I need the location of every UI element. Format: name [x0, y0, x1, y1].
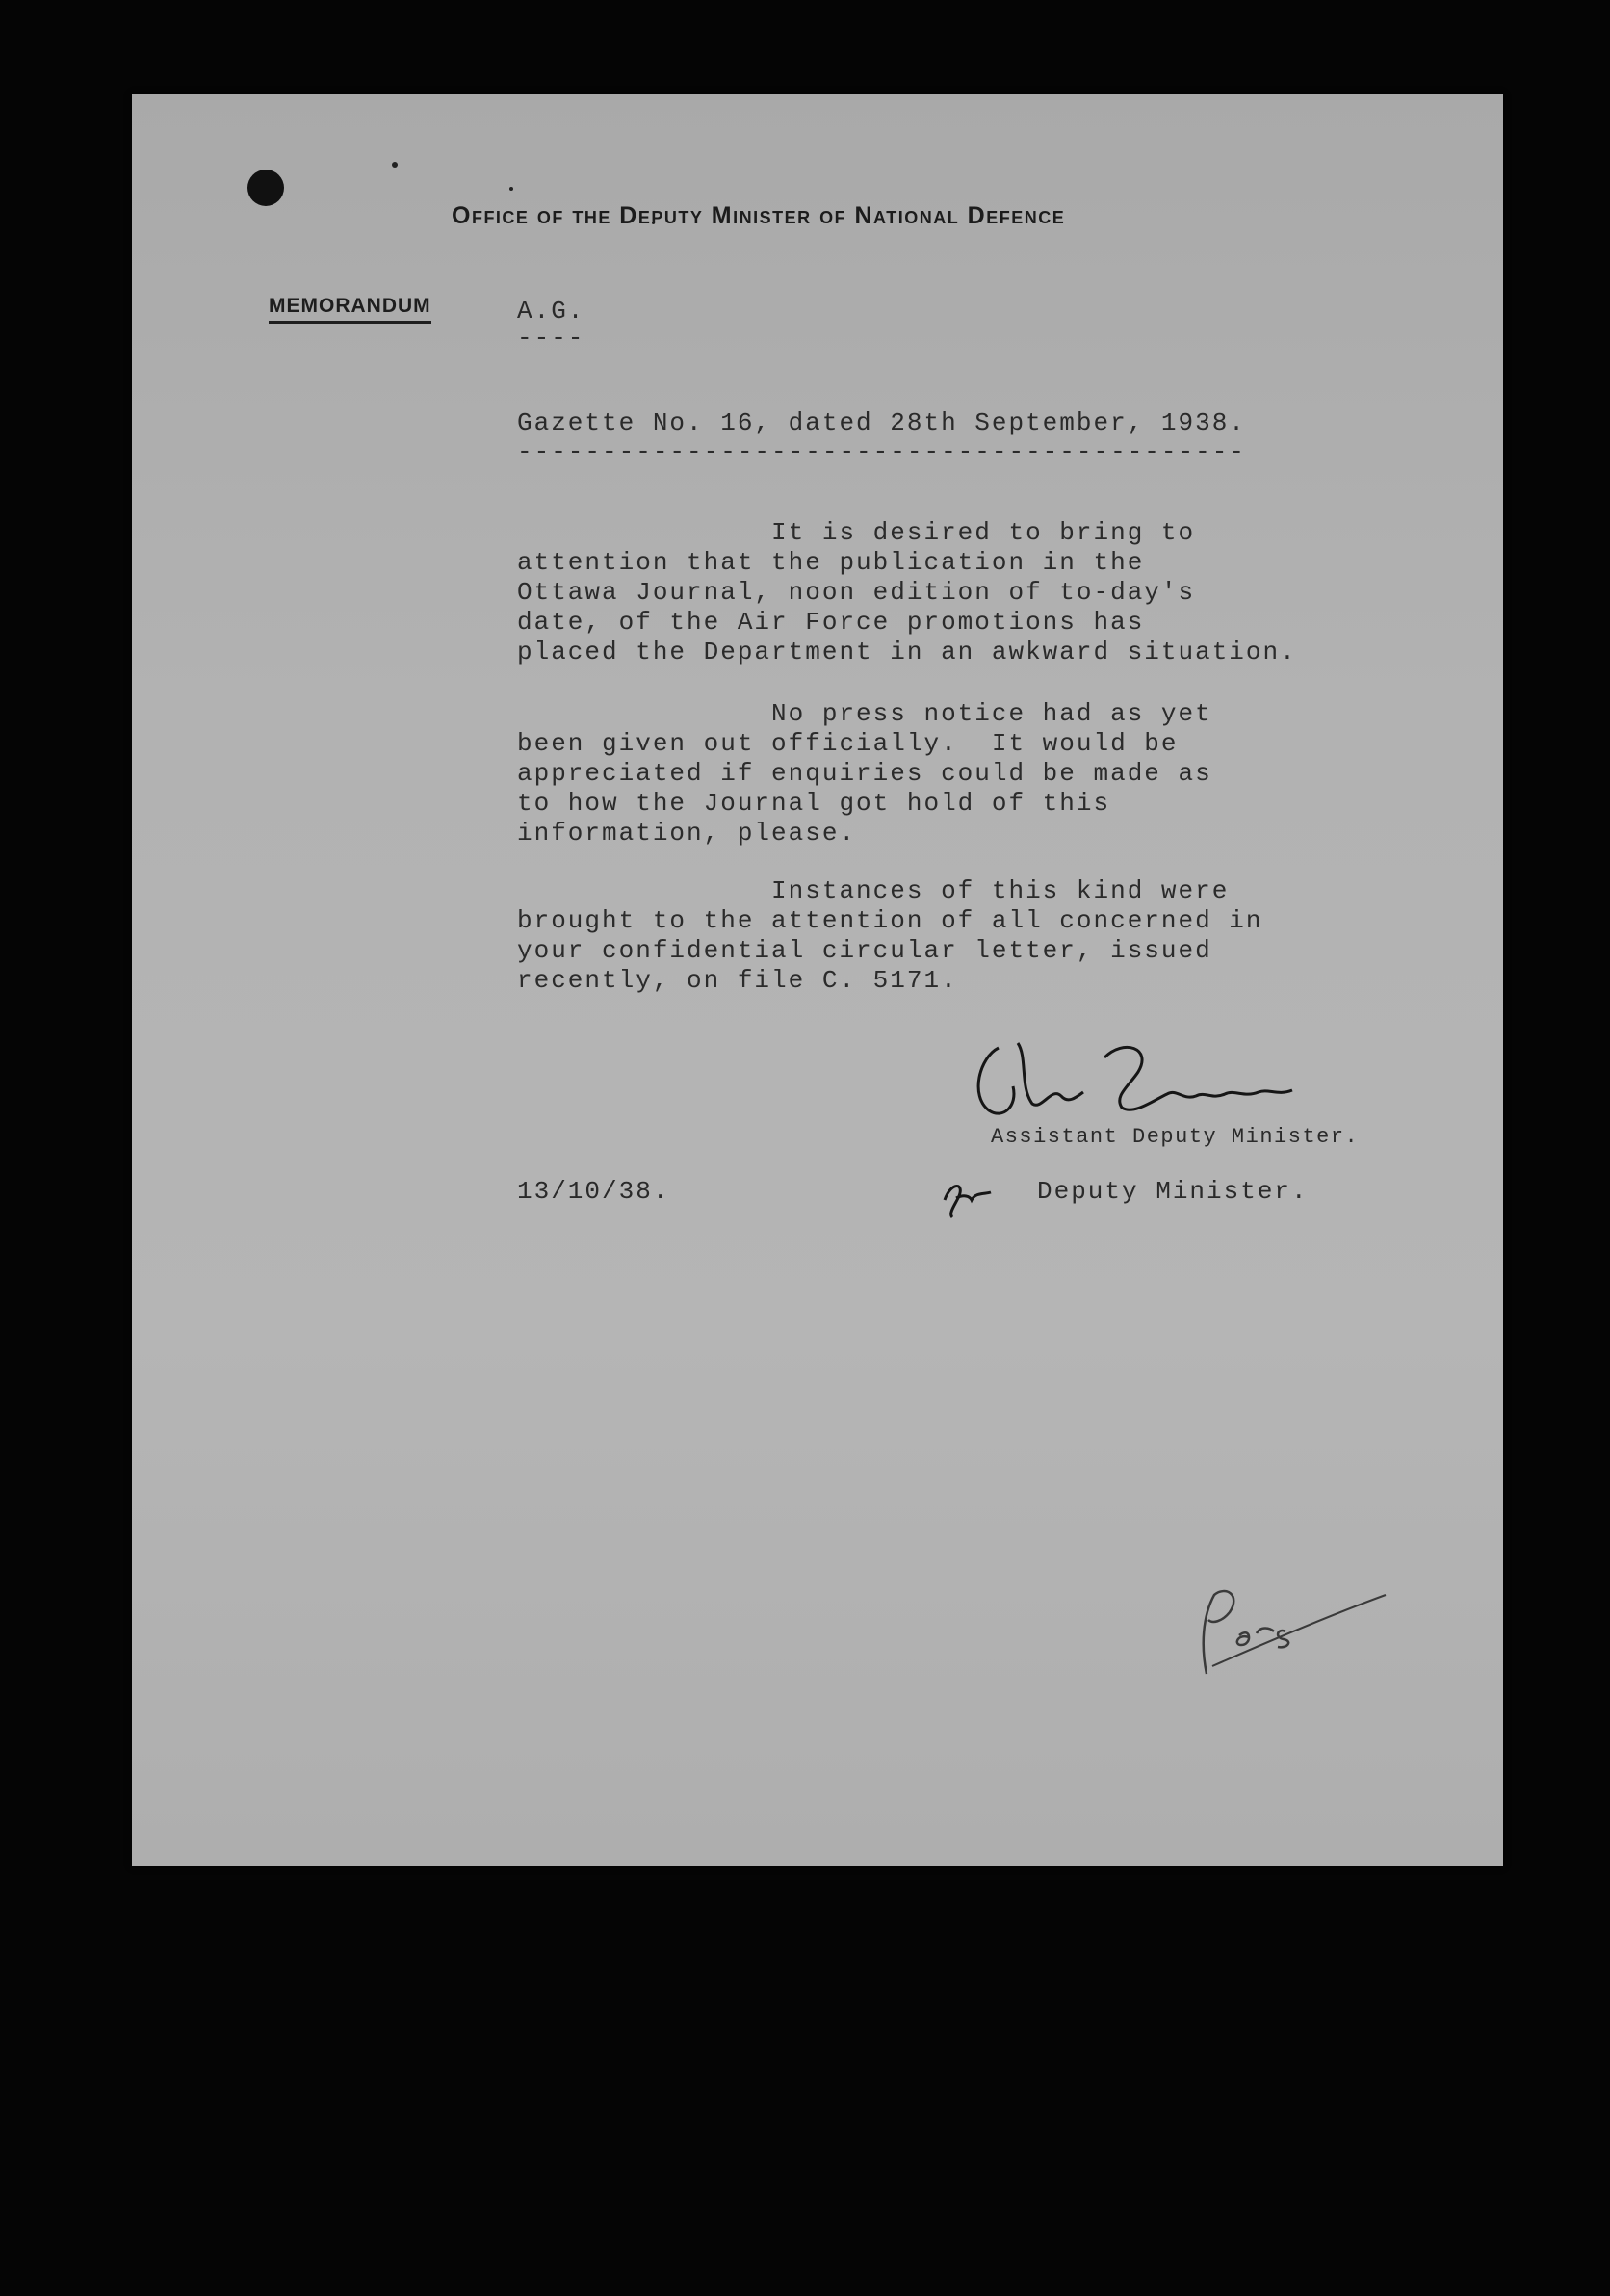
signature-title: Assistant Deputy Minister. — [991, 1125, 1360, 1149]
document-page — [132, 94, 1503, 1866]
paragraph-1: It is desired to bring to attention that the publication in the Ottawa Journal, noon edition of to-day's date, of the Air Force promotions has placed the Department in an awkward situation. — [517, 518, 1297, 666]
subject-line: Gazette No. 16, dated 28th September, 1938. — [517, 408, 1246, 437]
paragraph-3: Instances of this kind were brought to the attention of all concerned in your confidential circular letter, issued recently, on file C. 5171. — [517, 876, 1263, 995]
handwritten-signature — [960, 1019, 1326, 1125]
letterhead: Office of the Deputy Minister of National Defence — [452, 202, 1066, 229]
memo-date: 13/10/38. — [517, 1177, 670, 1206]
punch-hole-mark — [247, 170, 284, 206]
memorandum-label: MEMORANDUM — [269, 295, 431, 324]
handwritten-note-pers — [1193, 1578, 1395, 1683]
subject-underline: ------------------------------------------- — [517, 437, 1246, 466]
ink-speck — [509, 187, 513, 191]
addressee-underline: ---- — [517, 324, 585, 352]
handwritten-for-mark — [937, 1171, 995, 1219]
paragraph-2: No press notice had as yet been given out officially. It would be appreciated if enquiries could be made as to how the Journal got hold of this information, please. — [517, 699, 1212, 848]
deputy-minister-line: Deputy Minister. — [1037, 1177, 1309, 1206]
addressee: A.G. — [517, 297, 585, 326]
ink-speck — [392, 162, 398, 168]
